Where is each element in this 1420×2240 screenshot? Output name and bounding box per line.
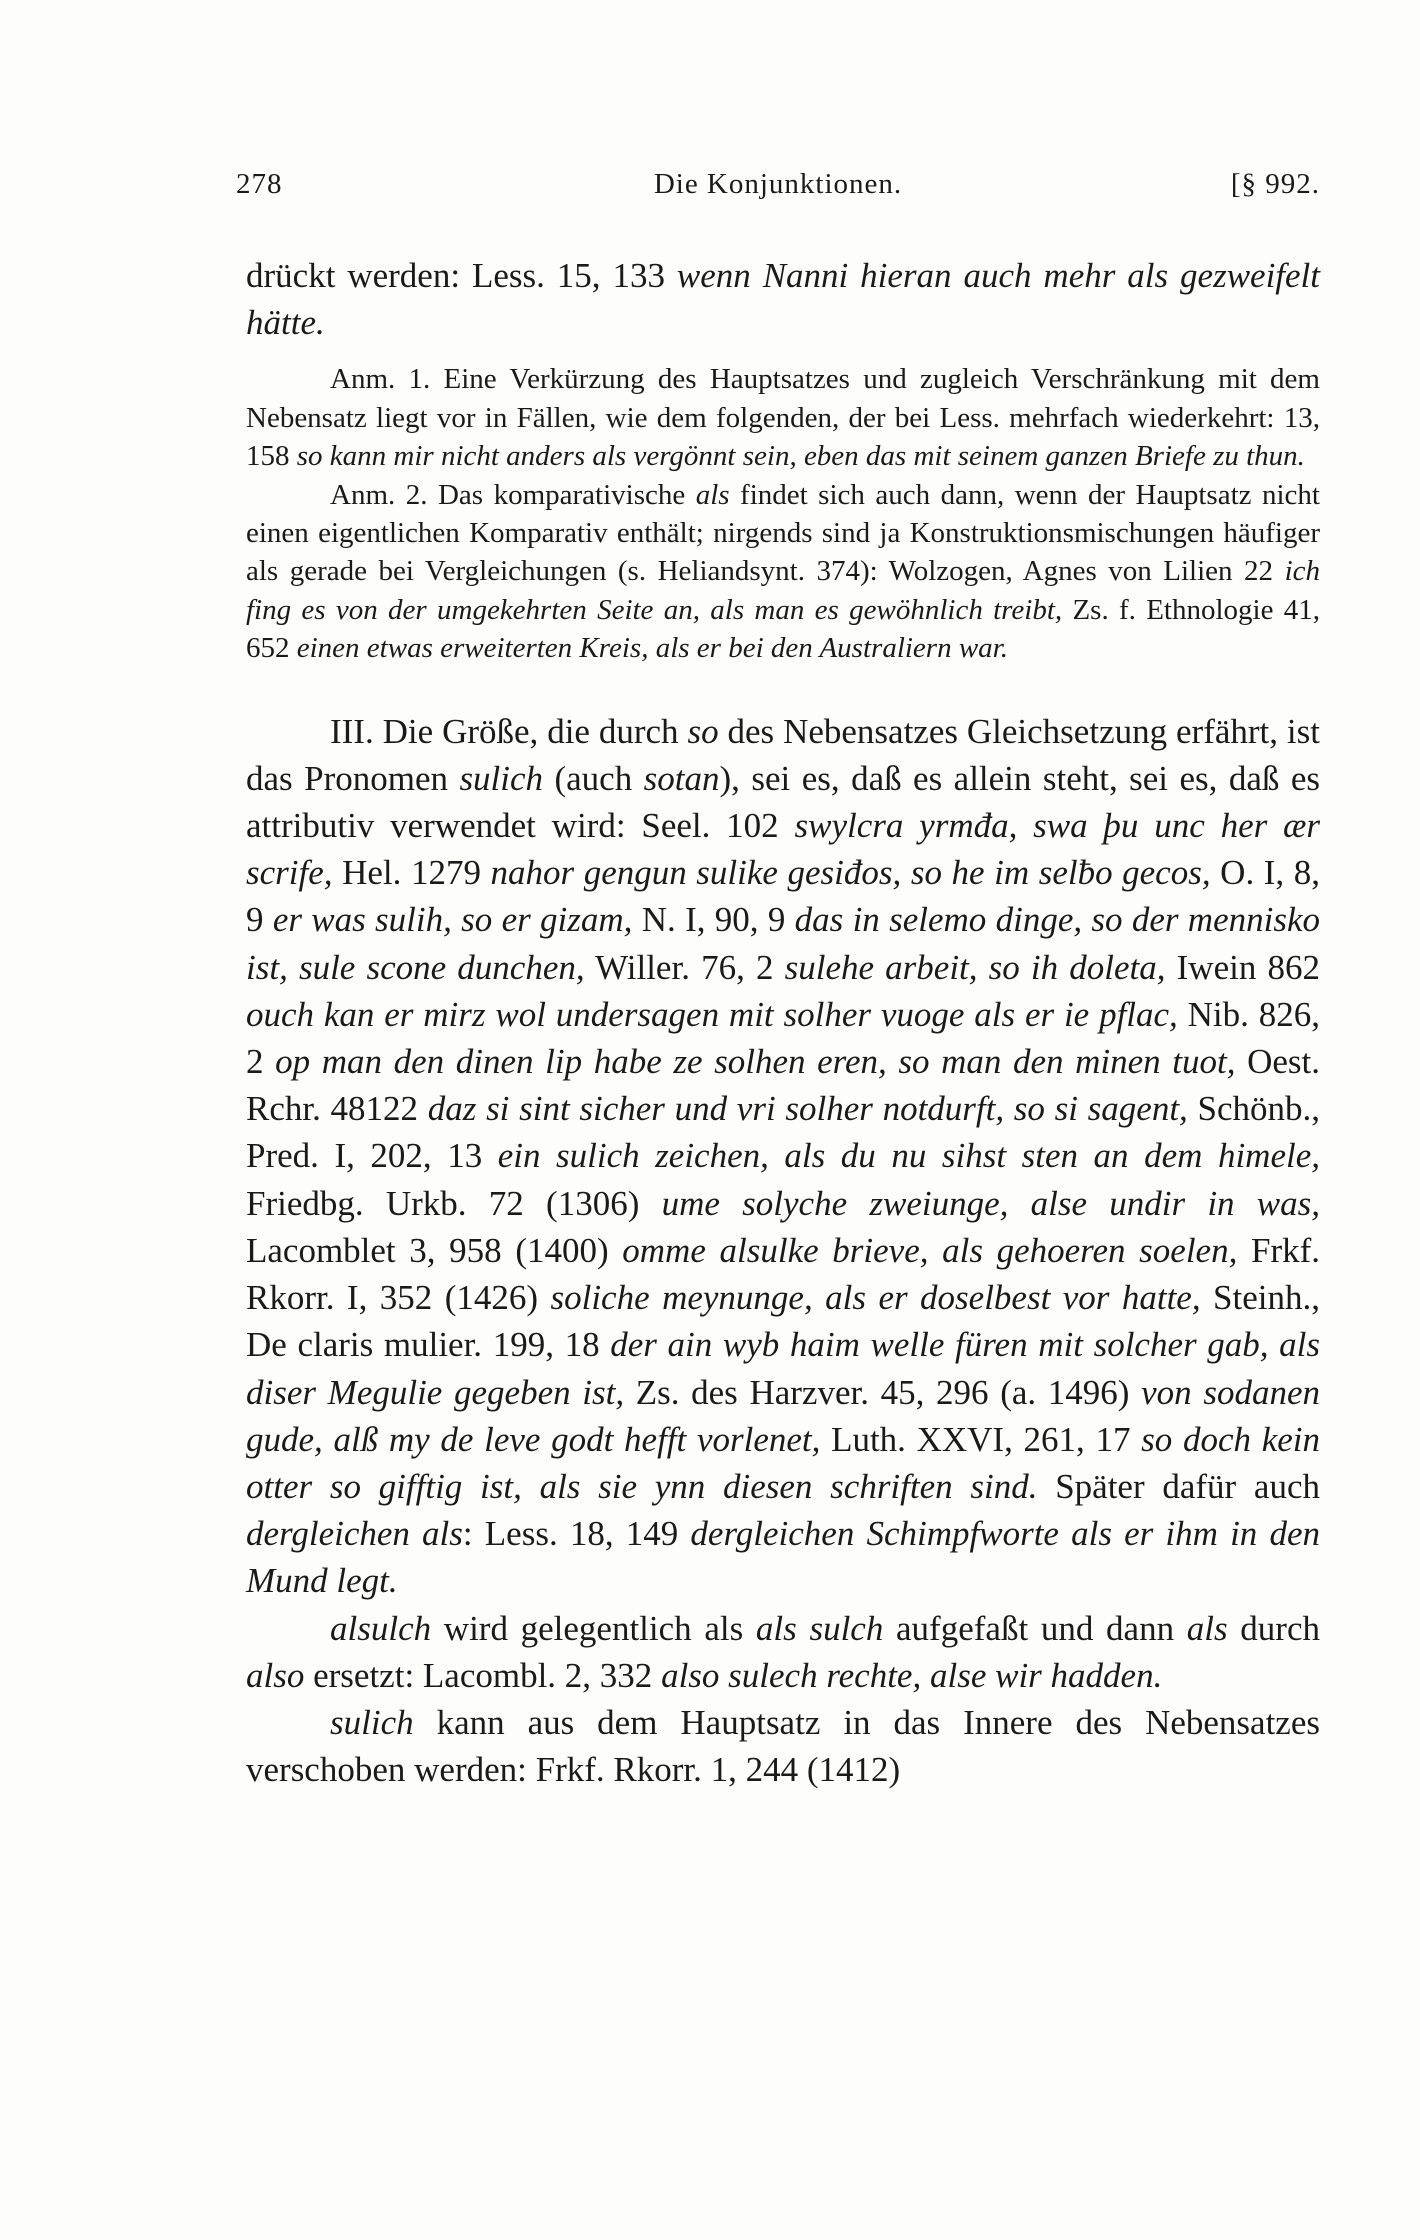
text-run: Hel. 1279 [332, 853, 491, 893]
italic-run: omme alsulke brieve, als gehoeren soelen, [622, 1230, 1238, 1270]
text-run: Willer. 76, 2 [584, 947, 785, 987]
italic-run: das in selemo dinge, so der mennisko ist, sule scone dunchen, [246, 900, 1321, 987]
text-run: N. I, 90, 9 [632, 900, 795, 940]
text-run: Zs. des Harzver. 45, 296 (a. 1496) [624, 1372, 1142, 1412]
italic-run: also [246, 1655, 305, 1695]
italic-run: soliche meynunge, als er doselbest vor hatte, [550, 1278, 1201, 1318]
text-run: Schönb., Pred. I, 202, 13 [246, 1089, 1320, 1176]
italic-run: sulich [330, 1702, 414, 1742]
italic-run: sotan [643, 758, 720, 798]
text-run: aufgefaßt und dann [883, 1608, 1187, 1648]
italic-run: dergleichen Schimpfworte als er ihm in den Mund legt. [246, 1514, 1320, 1601]
italic-run: als [1186, 1608, 1228, 1648]
main-text [246, 252, 1320, 1793]
text-run: Steinh., De claris mulier. 199, 18 [246, 1278, 1320, 1365]
italic-run: von sodanen gude, alß my de leve godt hefft vorlenet, [246, 1372, 1320, 1459]
text-run: ), sei es, daß es allein steht, sei es, daß es attributiv verwendet wird: Seel. 102 [246, 758, 1320, 846]
italic-run: ouch kan er mirz wol undersagen mit solher vuoge als er ie pflac, [246, 994, 1178, 1034]
italic-run: nahor gengun sulike gesiđos, so he im selƀo gecos, [490, 853, 1211, 893]
text-run: Anm. 2. Das komparativische [330, 478, 696, 511]
italic-run: der ain wyb haim welle füren mit solcher gab, als diser Megulie gegeben ist, [246, 1325, 1320, 1412]
text-run: : Less. 18, 149 [462, 1514, 691, 1554]
italic-run: daz si sint sicher und vri solher notdurft, so si sagent, [427, 1089, 1188, 1129]
text-run: durch [1227, 1608, 1320, 1648]
text-run: Iwein 862 [1165, 947, 1320, 987]
text-run: Lacomblet 3, 958 (1400) [246, 1230, 623, 1270]
text-run: Frkf. Rkorr. I, 352 (1426) [246, 1230, 1321, 1318]
page-number: 278 [236, 168, 283, 200]
running-header [236, 168, 1320, 208]
text-run: ersetzt: Lacombl. 2, 332 [304, 1655, 662, 1695]
text-run: Nib. 826, 2 [246, 994, 1320, 1082]
text-run: findet sich auch dann, wenn der Hauptsatz nicht einen eigentlichen Komparativ enthält; nirgends sind ja Konstruktionsmischungen häufiger als gerade bei Vergleichungen (s. Heliandsynt. 374): Wolzogen, Agnes von Lilien 22 [246, 478, 1320, 588]
section-number: [§ 992. [1230, 168, 1320, 200]
text-run: kann aus dem Hauptsatz in das Innere des Nebensatzes verschoben werden: Frkf. Rkorr. 1, 244 (1412) [246, 1702, 1320, 1790]
text-run: III. Die Größe, die durch [330, 711, 688, 751]
italic-run: sulich [459, 758, 544, 798]
text-run: (auch [543, 758, 644, 798]
italic-run: sulehe arbeit, so ih doleta, [784, 947, 1166, 987]
italic-run: einen etwas erweiterten Kreis, als er bei den Australiern war. [296, 632, 1009, 665]
text-run: Oest. Rchr. 48122 [246, 1042, 1321, 1129]
note-anm-2 [246, 476, 1320, 668]
italic-run: swylcra yrmđa, swa þu unc her ær scrife, [246, 806, 1320, 893]
italic-run: als sulch [755, 1608, 884, 1648]
italic-run: ein sulich zeichen, als du nu sihst sten an dem himele, [497, 1136, 1320, 1176]
text-run: Zs. f. Ethnologie 41, 652 [246, 593, 1321, 665]
italic-run: so doch kein otter so gifftig ist, als sie ynn diesen schriften sind. [246, 1419, 1321, 1506]
italic-run: er was sulih, so er gizam, [272, 900, 633, 940]
italic-run: so [687, 711, 719, 751]
text-run: Friedbg. Urkb. 72 (1306) [246, 1183, 662, 1223]
text-run: drückt werden: Less. 15, 133 [246, 256, 677, 295]
paragraph-sulich [246, 1699, 1320, 1793]
paragraph-alsulch [246, 1605, 1320, 1699]
italic-run: als [695, 478, 730, 511]
italic-run: op man den dinen lip habe ze solhen eren, so man den minen tuot, [275, 1042, 1236, 1082]
running-title: Die Konjunktionen. [653, 168, 903, 200]
text-run: des Nebensatzes Gleichsetzung erfährt, ist das Pronomen [246, 711, 1320, 798]
italic-run: ume solyche zweiunge, alse undir in was, [661, 1183, 1321, 1223]
italic-run: wenn Nanni hieran auch mehr als gezweifelt hätte. [246, 256, 1321, 343]
italic-run: ich fing es von der umgekehrten Seite an, als man es gewöhnlich treibt, [246, 555, 1320, 626]
note-anm-1 [246, 360, 1320, 475]
paragraph-continuation [246, 252, 1320, 346]
italic-run: so kann mir nicht anders als vergönnt sein, eben das mit seinem ganzen Briefe zu thun. [296, 440, 1305, 473]
text-run: O. I, 8, 9 [246, 853, 1320, 940]
text-run: Luth. XXVI, 261, 17 [820, 1419, 1142, 1459]
paragraph-section-iii [246, 708, 1320, 1605]
italic-run: also sulech rechte, alse wir hadden. [661, 1655, 1163, 1695]
text-run: wird gelegentlich als [431, 1608, 756, 1648]
text-run: Anm. 1. Eine Verkürzung des Hauptsatzes und zugleich Verschränkung mit dem Nebensatz liegt vor in Fällen, wie dem folgenden, der bei Less. mehrfach wiederkehrt: 13, 158 [246, 363, 1320, 473]
text-run: Später dafür auch [1037, 1466, 1320, 1506]
italic-run: alsulch [330, 1608, 432, 1648]
italic-run: dergleichen als [246, 1514, 463, 1554]
